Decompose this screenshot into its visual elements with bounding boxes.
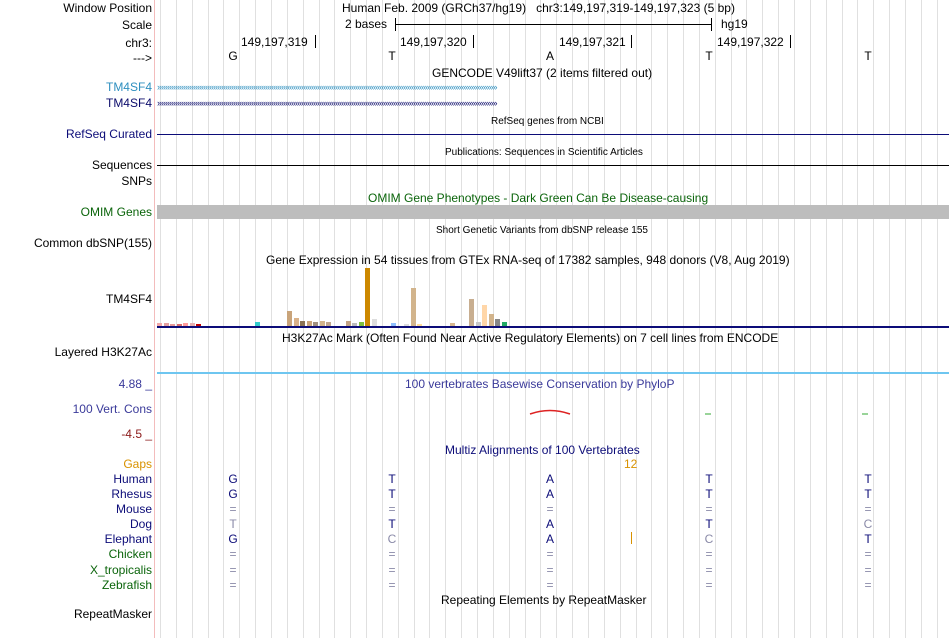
alignment-base: =	[388, 502, 396, 516]
cons-max-label: 4.88 _	[118, 377, 152, 391]
scale-label: Scale	[121, 18, 152, 32]
alignment-base: =	[705, 502, 713, 516]
reference-base: T	[388, 49, 396, 63]
scale-bar-right-tick	[711, 18, 712, 31]
alignment-base: =	[705, 563, 713, 577]
alignment-base: T	[864, 472, 872, 486]
gtex-title: Gene Expression in 54 tissues from GTEx RNA-seq of 17382 samples, 948 donors (V8, Aug 2019)	[266, 253, 790, 267]
gaps-label: Gaps	[123, 457, 152, 471]
refseq-gene-line[interactable]	[157, 134, 949, 135]
alignment-base: =	[388, 547, 396, 561]
refseq-title: RefSeq genes from NCBI	[491, 116, 604, 127]
repeatmasker-title: Repeating Elements by RepeatMasker	[441, 593, 647, 607]
gencode-title: GENCODE V49lift37 (2 items filtered out)	[432, 66, 653, 80]
coordinate-tick	[631, 35, 632, 48]
refseq-label[interactable]: RefSeq Curated	[65, 127, 152, 141]
dbsnp-title: Short Genetic Variants from dbSNP release 155	[436, 225, 648, 236]
coordinate-tick	[790, 35, 791, 48]
reference-base: T	[864, 49, 872, 63]
scale-value: 2 bases	[345, 17, 388, 31]
species-label[interactable]: Mouse	[115, 502, 152, 516]
alignment-base: T	[705, 472, 713, 486]
publications-line[interactable]	[157, 165, 949, 166]
alignment-base: C	[387, 532, 397, 546]
alignment-base: A	[545, 487, 554, 501]
reference-base: A	[545, 49, 554, 63]
gtex-baseline	[157, 326, 949, 328]
alignment-base: =	[546, 578, 554, 592]
snps-label[interactable]: SNPs	[121, 174, 152, 188]
species-label[interactable]: Rhesus	[111, 487, 152, 501]
gencode-item-label[interactable]: TM4SF4	[105, 80, 152, 94]
coordinate-tick	[473, 35, 474, 48]
omim-phenotype-bar[interactable]	[157, 205, 949, 219]
cons-signal[interactable]	[0, 402, 950, 419]
cons-label[interactable]: 100 Vert. Cons	[72, 402, 152, 416]
alignment-base: T	[388, 517, 396, 531]
species-label[interactable]: X_tropicalis	[89, 563, 152, 577]
sequences-label[interactable]: Sequences	[91, 158, 152, 172]
h3k27ac-signal[interactable]	[157, 372, 949, 374]
species-label[interactable]: Chicken	[108, 547, 152, 561]
alignment-base: =	[229, 547, 237, 561]
alignment-base: =	[229, 502, 237, 516]
coordinate-label: 149,197,320	[400, 35, 467, 49]
alignment-base: G	[228, 532, 238, 546]
alignment-base: G	[228, 487, 238, 501]
cons-min-label: -4.5 _	[121, 427, 152, 441]
chrom-label: chr3:	[125, 36, 152, 50]
dbsnp-label[interactable]: Common dbSNP(155)	[33, 236, 152, 250]
reference-base: G	[228, 49, 238, 63]
alignment-base: =	[864, 563, 872, 577]
reference-base: T	[705, 49, 713, 63]
position-text: chr3:149,197,319-149,197,323 (5 bp)	[536, 1, 735, 15]
species-label[interactable]: Elephant	[104, 532, 152, 546]
alignment-base: T	[229, 517, 237, 531]
scale-bar-left-tick	[395, 18, 396, 31]
alignment-base: =	[229, 563, 237, 577]
alignment-base: G	[228, 472, 238, 486]
alignment-base: =	[705, 547, 713, 561]
coordinate-label: 149,197,319	[241, 35, 308, 49]
alignment-base: T	[388, 472, 396, 486]
label-separator	[154, 0, 155, 638]
omim-title: OMIM Gene Phenotypes - Dark Green Can Be Disease-causing	[368, 191, 709, 205]
gtex-gene-label[interactable]: TM4SF4	[105, 292, 152, 306]
scale-bar	[395, 24, 711, 25]
gtex-tissue-bar[interactable]	[294, 318, 299, 326]
alignment-base: T	[705, 517, 713, 531]
window-position-label: Window Position	[63, 1, 152, 15]
alignment-base: =	[546, 563, 554, 577]
alignment-base: =	[546, 547, 554, 561]
alignment-base: =	[705, 578, 713, 592]
alignment-base: T	[388, 487, 396, 501]
alignment-base: T	[864, 487, 872, 501]
species-label[interactable]: Zebrafish	[101, 578, 152, 592]
alignment-base: =	[864, 547, 872, 561]
gtex-bar-chart[interactable]	[157, 268, 949, 326]
species-label[interactable]: Dog	[129, 517, 152, 531]
alignment-base: T	[705, 487, 713, 501]
repeatmasker-label[interactable]: RepeatMasker	[73, 607, 152, 621]
gtex-tissue-bar[interactable]	[495, 319, 500, 326]
scale-db: hg19	[721, 17, 748, 31]
alignment-base: A	[545, 532, 554, 546]
cons-title: 100 vertebrates Basewise Conservation by PhyloP	[405, 377, 675, 391]
alignment-base: =	[388, 563, 396, 577]
gtex-tissue-bar[interactable]	[482, 305, 487, 326]
species-label[interactable]: Human	[113, 472, 152, 486]
gtex-tissue-bar[interactable]	[287, 311, 292, 326]
alignment-base: C	[704, 532, 714, 546]
gap-count: 12	[624, 457, 638, 471]
alignment-base: =	[229, 578, 237, 592]
gtex-tissue-bar[interactable]	[411, 288, 416, 326]
alignment-base: =	[388, 578, 396, 592]
alignment-base: =	[546, 502, 554, 516]
coordinate-label: 149,197,321	[559, 35, 626, 49]
alignment-base: =	[864, 578, 872, 592]
coordinate-tick	[315, 35, 316, 48]
gtex-tissue-bar[interactable]	[469, 299, 474, 326]
coordinate-label: 149,197,322	[717, 35, 784, 49]
alignment-base: A	[545, 517, 554, 531]
alignment-base: C	[863, 517, 873, 531]
gtex-tissue-bar[interactable]	[372, 319, 377, 326]
multiz-title: Multiz Alignments of 100 Vertebrates	[445, 443, 640, 457]
alignment-base: =	[864, 502, 872, 516]
gencode-transcript-1[interactable]: ››››››››››››››››››››››››››››››››››››››››››››››››››››››››››››››››››››››››››››››››››››››››››››››››››››››››››››››››››››››››››››››››››››››››››››››››››››››››››››››››››››››››››	[157, 83, 497, 92]
strand-label: --->	[133, 51, 152, 65]
publications-title: Publications: Sequences in Scientific Articles	[445, 147, 643, 158]
assembly-title: Human Feb. 2009 (GRCh37/hg19) chr3:149,197,319-149,197,323 (5 bp)	[342, 1, 735, 15]
gtex-tissue-bar[interactable]	[365, 268, 370, 326]
gencode-item-label[interactable]: TM4SF4	[105, 96, 152, 110]
gencode-transcript-2[interactable]: ››››››››››››››››››››››››››››››››››››››››››››››››››››››››››››››››››››››››››››››››››››››››››››››››››››››››››››››››››››››››››››››››››››››››››››››››››››››››››››››››››››››››››	[157, 99, 497, 108]
h3k27ac-label[interactable]: Layered H3K27Ac	[54, 345, 152, 359]
h3k27ac-title: H3K27Ac Mark (Often Found Near Active Regulatory Elements) on 7 cell lines from ENCODE	[282, 331, 779, 345]
alignment-base: T	[864, 532, 872, 546]
elephant-gap-marker	[631, 532, 632, 544]
gtex-tissue-bar[interactable]	[489, 314, 494, 326]
omim-label[interactable]: OMIM Genes	[80, 205, 152, 219]
alignment-base: A	[545, 472, 554, 486]
